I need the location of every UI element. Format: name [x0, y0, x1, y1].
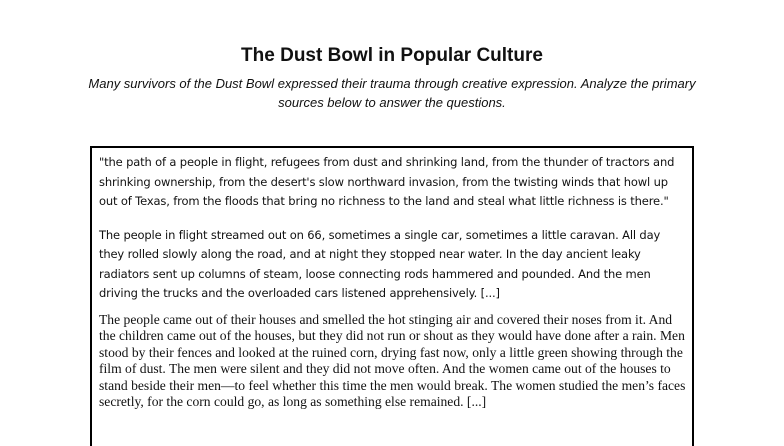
primary-source-box — [90, 146, 694, 446]
source-excerpt-road: The people in flight streamed out on 66, sometimes a single car, sometimes a little caravan. All day they rolled slowly along the road, and at night they stopped near water. In the day ancient leaky radiators sent up columns of steam, loose connecting rods hammered and pounded. And the men driving the trucks and the overloaded cars listened apprehensively. [...] — [99, 227, 661, 300]
page-title: The Dust Bowl in Popular Culture — [241, 45, 543, 66]
page-subtitle: Many survivors of the Dust Bowl expressed their trauma through creative expression. Analyze the primary sources below to answer the questions. — [88, 76, 696, 110]
source-quote: "the path of a people in flight, refugees from dust and shrinking land, from the thunder of tractors and shrinking ownership, from the desert's slow northward invasion, from the twisting winds that howl up out of Texas, from the floods that bring no richness to the land and steal what little richness is there." — [99, 155, 675, 208]
source-excerpt-people: The people came out of their houses and smelled the hot stinging air and covered their noses from it. And the children came out of the houses, but they did not run or shout as they would have done after a rain. Men stood by their fences and looked at the ruined corn, drying fast now, only a little green showing through the film of dust. The men were silent and they did not move often. And the women came out of the houses to stand beside their men—to feel whether this time the men would break. The women studied the men’s faces secretly, for the corn could go, as long as something else remained. [...] — [99, 311, 686, 410]
